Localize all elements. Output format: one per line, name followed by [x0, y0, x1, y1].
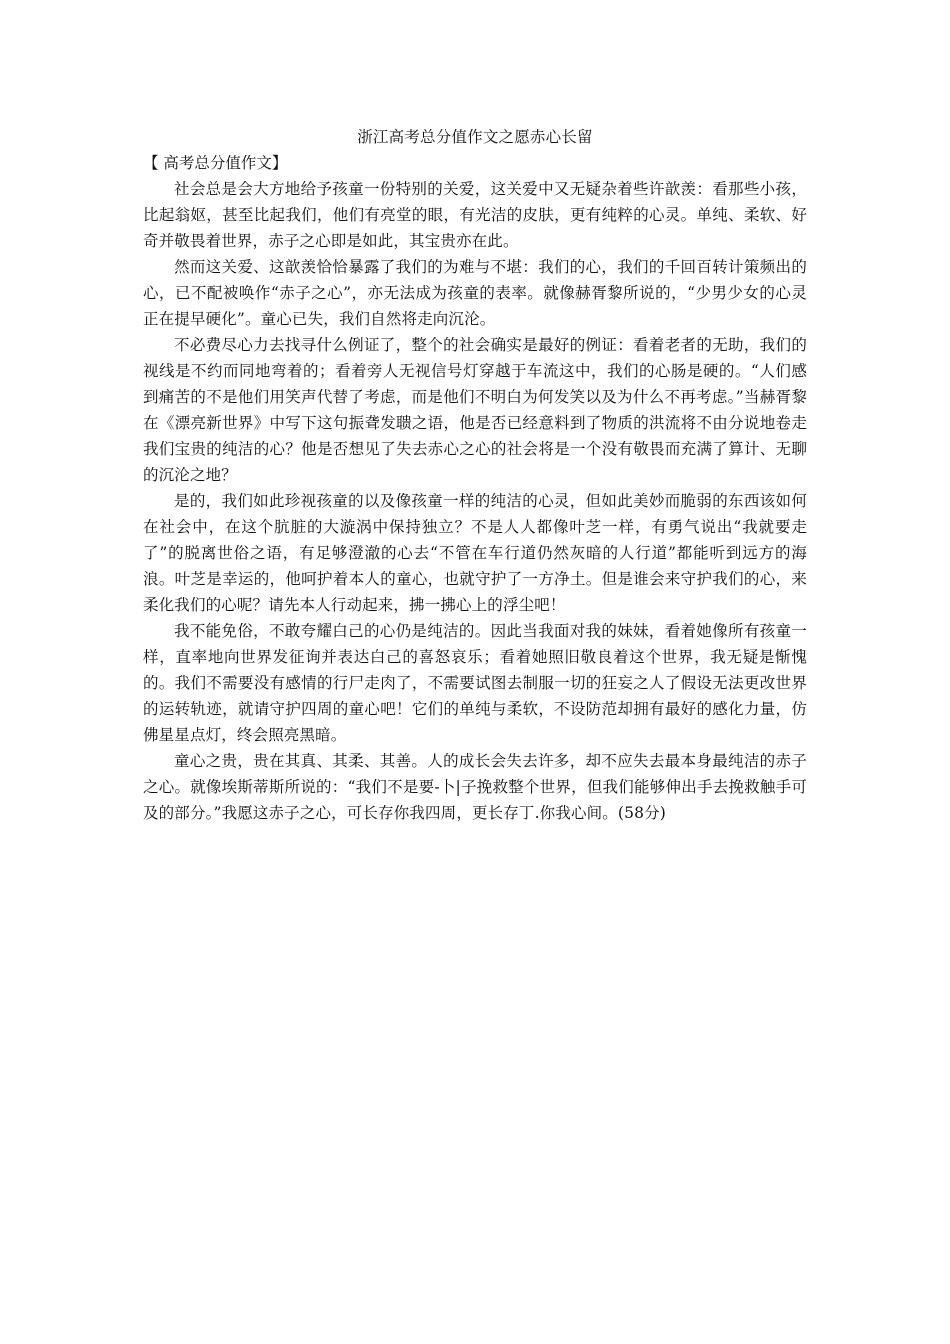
paragraph: 然而这关爱、这歆羡恰恰暴露了我们的为难与不堪：我们的心，我们的千回百转计策频出的心，已不配被唤作“赤子之心”，亦无法成为孩童的表率。就像赫胥黎所说的，“少男少女的心灵正在提早硬化”。童心已失，我们自然将走向沉沦。	[143, 258, 807, 328]
document-content	[143, 124, 807, 826]
paragraph: 是的，我们如此珍视孩童的以及像孩童一样的纯洁的心灵，但如此美妙而脆弱的东西该如何在社会中，在这个肮脏的大漩涡中保持独立？不是人人都像叶芝一样，有勇气说出“我就要走了”的脱离世俗之语，有足够澄澈的心去“不管在车行道仍然灰暗的人行道”都能听到远方的海浪。叶芝是幸运的，他呵护着本人的童心，也就守护了一方净土。但是谁会来守护我们的心，来柔化我们的心呢？请先本人行动起来，拂一拂心上的浮尘吧！	[143, 492, 807, 614]
paragraph: 童心之贵，贵在其真、其柔、其善。人的成长会失去许多，却不应失去最本身最纯洁的赤子之心。就像埃斯蒂斯所说的：“我们不是要-卜|子挽救整个世界，但我们能够伸出手去挽救触手可及的部分。”我愿这赤子之心，可长存你我四周，更长存丁.你我心间。(58分)	[143, 752, 807, 822]
paragraph: 社会总是会大方地给予孩童一份特别的关爱，这关爱中又无疑杂着些许歆羡：看那些小孩，比起翁妪，甚至比起我们，他们有亮堂的眼，有光洁的皮肤，更有纯粹的心灵。单纯、柔软、好奇并敬畏着世界，赤子之心即是如此，其宝贵亦在此。	[143, 180, 807, 250]
section-label: 【 高考总分值作文】	[143, 154, 288, 172]
document-title: 浙江高考总分值作文之愿赤心长留	[357, 128, 593, 146]
paragraph: 我不能免俗，不敢夸耀白己的心仍是纯洁的。因此当我面对我的妹妹，看着她像所有孩童一样，直率地向世界发征询并表达白己的喜怒哀乐；看着她照旧敬良着这个世界，我无疑是惭愧的。我们不需要没有感情的行尸走肉了，不需要试图去制服一切的狂妄之人了假设无法更改世界的运转轨迹，就请守护四周的童心吧！它们的单纯与柔软，不设防范却拥有最好的感化力量，仿佛星星点灯，终会照亮黑暗。	[143, 622, 807, 744]
paragraph: 不必费尽心力去找寻什么例证了，整个的社会确实是最好的例证：看着老者的无助，我们的视线是不约而同地弯着的；看着旁人无视信号灯穿越于车流这中，我们的心肠是硬的。“人们感到痛苦的不是他们用笑声代替了考虑，而是他们不明白为何发笑以及为什么不再考虑。”当赫胥黎在《漂亮新世界》中写下这句振聋发聩之语，他是否已经意料到了物质的洪流将不由分说地卷走我们宝贵的纯洁的心？他是否想见了失去赤心之心的社会将是一个没有敬畏而充满了算计、无聊的沉沦之地？	[143, 336, 807, 484]
